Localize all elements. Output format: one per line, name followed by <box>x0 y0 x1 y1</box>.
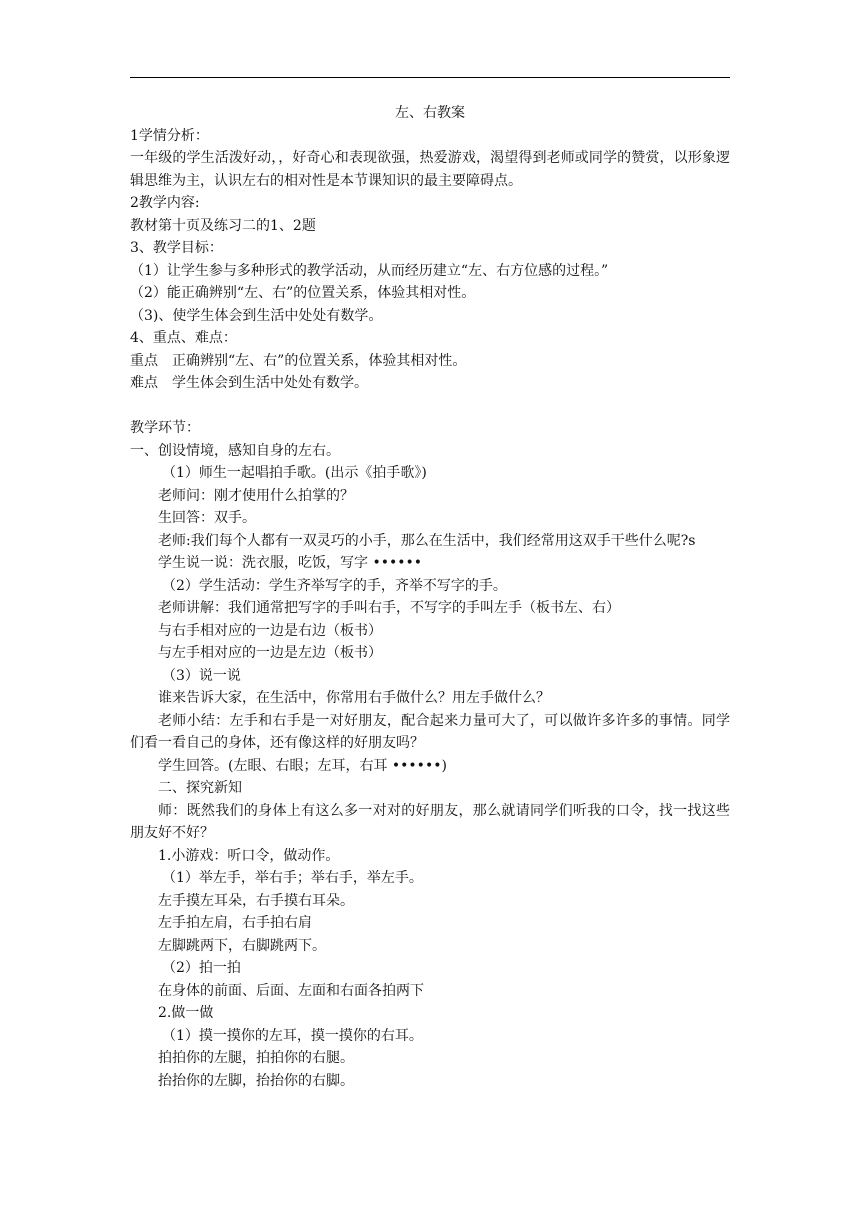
step-line: （2）学生活动：学生齐举写字的手，齐举不写字的手。 <box>162 577 507 594</box>
teacher-summary-paragraph: 老师小结：左手和右手是一对好朋友，配合起来力量可大了，可以做许多许多的事情。同学们看一看自己的身体，还有像这样的好朋友吗？ <box>130 712 730 751</box>
step-line: 左手拍左肩，右手拍右肩 <box>158 915 312 931</box>
explore-paragraph: 师：既然我们的身体上有这么多一对对的好朋友，那么就请同学们听我的口令，找一找这些朋友好不好？ <box>130 802 730 841</box>
goal-3: （3)、使学生体会到生活中处处有数学。 <box>130 307 383 324</box>
step-line: 与右手相对应的一边是右边（板书） <box>158 622 382 639</box>
paragraph-content: 教材第十页及练习二的1、2题 <box>130 217 316 234</box>
heading-analysis: 1学情分析： <box>130 127 209 144</box>
step-line: （1）师生一起唱拍手歌。(出示《拍手歌》) <box>162 465 427 481</box>
step-line: 谁来告诉大家，在生活中，你常用右手做什么？用左手做什么？ <box>158 690 550 706</box>
step-line: 老师讲解：我们通常把写字的手叫右手，不写字的手叫左手（板书左、右） <box>158 600 620 616</box>
step-line: 老师问：刚才使用什么拍掌的？ <box>158 487 354 504</box>
heading-content: 2教学内容: <box>130 195 200 211</box>
step-line: 左脚跳两下，右脚跳两下。 <box>158 937 326 954</box>
section-2-heading: 二、探究新知 <box>158 780 242 796</box>
step-line: 在身体的前面、后面、左面和右面各拍两下 <box>158 982 424 999</box>
blank-line <box>130 395 730 418</box>
step-line: 1.小游戏：听口令，做动作。 <box>158 847 340 864</box>
section-1-heading: 一、创设情境，感知自身的左右。 <box>130 442 340 459</box>
step-line: 2.做一做 <box>158 1005 214 1021</box>
goal-1: （1）让学生参与多种形式的教学活动，从而经历建立“左、右方位感的过程。” <box>130 262 609 279</box>
step-line: 抬抬你的左脚，抬抬你的右脚。 <box>158 1072 354 1089</box>
header-rule <box>130 77 730 78</box>
document-body <box>130 102 730 1092</box>
step-line: 拍拍你的左腿，拍拍你的右腿。 <box>158 1050 354 1066</box>
step-line: 左手摸左耳朵，右手摸右耳朵。 <box>158 892 354 909</box>
step-line: （3）说一说 <box>162 667 241 684</box>
heading-teaching-steps: 教学环节： <box>130 420 200 436</box>
step-line: 老师:我们每个人都有一双灵巧的小手，那么在生活中，我们经常用这双手干些什么呢?s <box>158 532 696 549</box>
paragraph-analysis: 一年级的学生活泼好动，，好奇心和表现欲强，热爱游戏，渴望得到老师或同学的赞赏，以形象逻辑思维为主，认识左右的相对性是本节课知识的最主要障碍点。 <box>130 150 730 189</box>
key-point: 重点 正确辨别“左、右”的位置关系，体验其相对性。 <box>130 352 467 369</box>
step-line: （1）举左手，举右手；举右手，举左手。 <box>162 870 423 886</box>
step-line: 学生回答。(左眼、右眼；左耳，右耳 ••••••) <box>158 757 447 774</box>
document-title: 左、右教案 <box>395 105 465 121</box>
step-line: 生回答：双手。 <box>158 510 256 526</box>
heading-key-points: 4、重点、难点： <box>130 330 237 346</box>
step-line: （1）摸一摸你的左耳，摸一摸你的右耳。 <box>162 1027 423 1044</box>
step-line: （2）拍一拍 <box>162 960 241 976</box>
step-line: 与左手相对应的一边是左边（板书） <box>158 645 382 661</box>
step-line: 学生说一说：洗衣服，吃饭，写字 •••••• <box>158 555 422 571</box>
difficult-point: 难点 学生体会到生活中处处有数学。 <box>130 375 368 391</box>
goal-2: （2）能正确辨别“左、右”的位置关系，体验其相对性。 <box>130 285 476 301</box>
heading-goals: 3、教学目标： <box>130 240 223 256</box>
